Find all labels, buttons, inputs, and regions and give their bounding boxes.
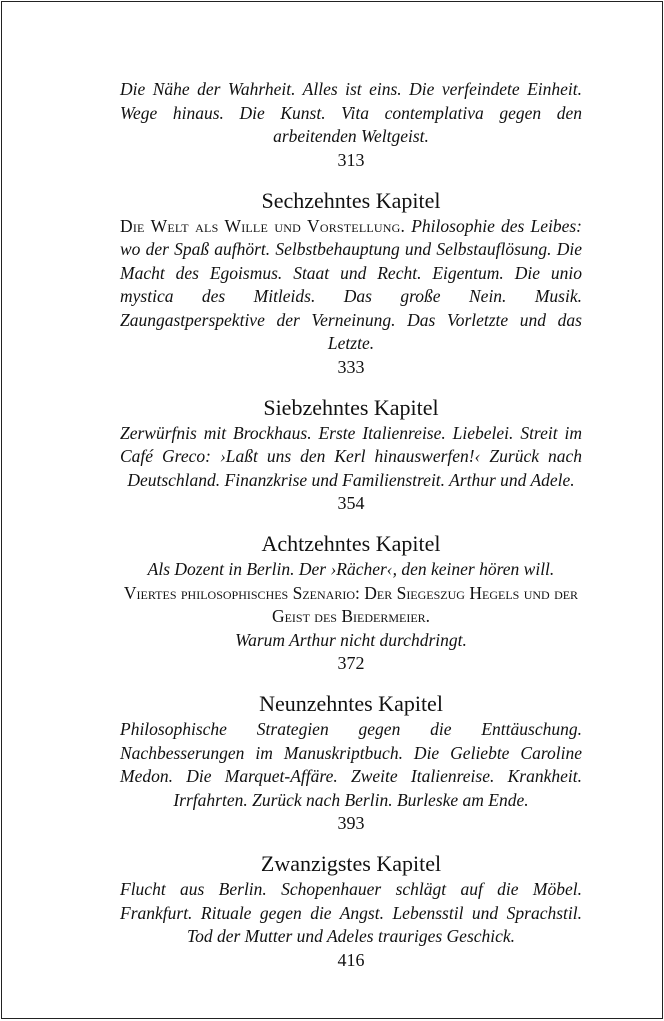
- chapter-description: [120, 215, 582, 356]
- chapter-19: [120, 692, 582, 834]
- intro-page-number: 313: [337, 149, 365, 170]
- chapter-description: Als Dozent in Berlin. Der ›Rächer‹, den keiner hören will.: [147, 559, 555, 579]
- chapter-page-number: 393: [337, 813, 365, 833]
- intro-description: Die Nähe der Wahrheit. Alles ist eins. Die verfeindete Einheit. Wege hinaus. Die Kunst. Vita contemplativa gegen den arbeitenden Weltgeist.: [120, 79, 582, 146]
- chapter-title: Sechzehntes Kapitel: [261, 187, 441, 213]
- philosophical-scenario-heading: Viertes philosophisches Szenario: Der Siegeszug Hegels und der Geist des Biedermeier.: [123, 582, 579, 626]
- chapter-17: [120, 396, 582, 515]
- chapter-20: [120, 852, 582, 971]
- chapter-page-number: 354: [337, 493, 365, 513]
- chapter-title: Neunzehntes Kapitel: [259, 691, 443, 716]
- book-page: [1, 1, 663, 1019]
- chapter-small-caps-lead: Die Welt als Wille und Vorstellung.: [120, 215, 406, 236]
- chapter-title: Zwanzigstes Kapitel: [260, 851, 442, 876]
- chapter-page-number: 372: [337, 653, 365, 673]
- chapter-16: [120, 189, 582, 378]
- chapter-description: Philosophische Strategien gegen die Enttäuschung. Nachbesserungen im Manuskriptbuch. Die Geliebte Caroline Medon. Die Marquet-Affäre. Zweite Italienreise. Krankheit. Irrfahrten. Zurück nach Berlin. Burleske am Ende.: [120, 719, 582, 810]
- chapter-page-number: 416: [337, 949, 365, 970]
- chapter-description: Zerwürfnis mit Brockhaus. Erste Italienreise. Liebelei. Streit im Café Greco: ›Laßt uns den Kerl hinauswerfen!‹ Zurück nach Deutschland. Finanzkrise und Familienstreit. Arthur und Adele.: [120, 422, 582, 490]
- chapter-title: Siebzehntes Kapitel: [263, 394, 439, 420]
- table-of-contents: [120, 78, 582, 971]
- chapter-description: Flucht aus Berlin. Schopenhauer schlägt auf die Möbel. Frankfurt. Rituale gegen die Angst. Lebensstil und Sprachstil. Tod der Mutter und Adeles trauriges Geschick.: [120, 879, 582, 946]
- chapter-18: [120, 532, 582, 674]
- chapter-page-number: 333: [337, 356, 365, 377]
- chapter-description-continued: Warum Arthur nicht durchdringt.: [235, 629, 467, 650]
- chapter-description-text: Philosophie des Leibes: wo der Spaß aufhört. Selbstbehauptung und Selbstauflösung. Die Macht des Egoismus. Staat und Recht. Eigentum. Die unio mystica des Mitleids. Das große Nein. Musik. Zaungastperspektive der Verneinung. Das Vorletzte und das Letzte.: [120, 215, 582, 353]
- chapter-title: Achtzehntes Kapitel: [261, 531, 441, 556]
